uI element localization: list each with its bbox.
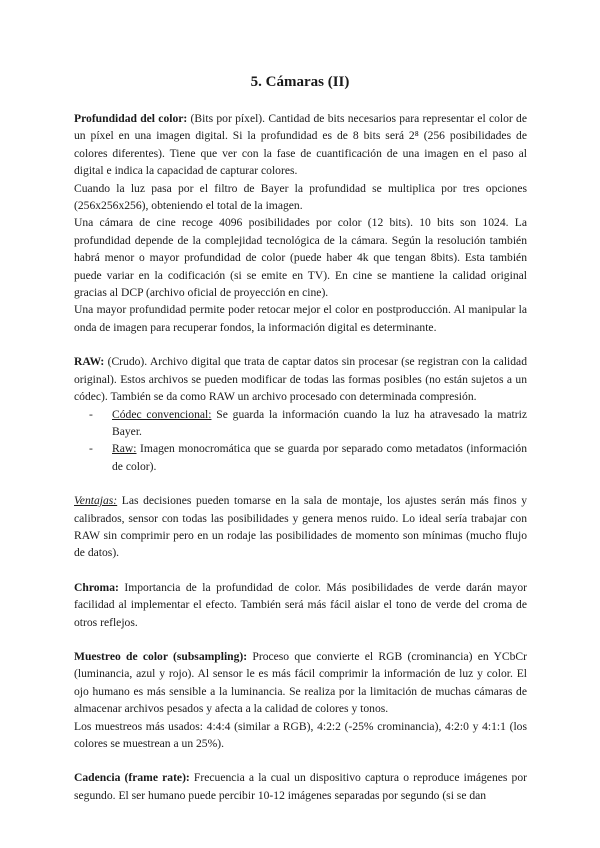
spacer bbox=[74, 752, 527, 769]
paragraph-postproduccion: Una mayor profundidad permite poder retocar mejor el color en postproducción. Al manipular la onda de imagen para recuperar fondos, la información digital es determinante. bbox=[74, 303, 527, 334]
paragraph-muestreos-usados: Los muestreos más usados: 4:4:4 (similar a RGB), 4:2:2 (-25% crominancia), 4:2:0 y 4:1:1 (los colores se muestrean a un 25%). bbox=[74, 719, 527, 750]
document-body bbox=[74, 110, 527, 804]
paragraph-camara-cine: Una cámara de cine recoge 4096 posibilidades por color (12 bits). 10 bits son 1024. La profundidad depende de la complejidad tecnológica de la cámara. Según la resolución también habrá menor o mayor profundidad de color (puede haber 4k que tengan 8bits). Esta también puede variar en la codificación (si se emite en TV). En cine se mantiene la calidad original gracias al DCP (archivo oficial de proyección en cine). bbox=[74, 216, 527, 300]
list-item-text: Se guarda la información cuando la luz ha atravesado la matriz Bayer. bbox=[112, 407, 527, 438]
paragraph-profundidad bbox=[74, 110, 527, 180]
cadencia-text: Frecuencia a la cual un dispositivo captura o reproduce imágenes por segundo. El ser humano puede percibir 10-12 imágenes separadas por segundo (si se dan bbox=[74, 771, 527, 802]
term-chroma: Chroma: bbox=[74, 580, 119, 594]
raw-text: (Crudo). Archivo digital que trata de captar datos sin procesar (se registran con la calidad original). Estos archivos se pueden modificar de todas las formas posibles (no están sujetos a un códec). También se da como RAW un archivo procesado con determinada compresión. bbox=[74, 355, 527, 404]
term-muestreo: Muestreo de color (subsampling): bbox=[74, 649, 248, 663]
term-profundidad: Profundidad del color: bbox=[74, 112, 188, 125]
ventajas-text: Las decisiones pueden tomarse en la sala de montaje, los ajustes serán más finos y calibrados, sensor con todas las posibilidades y genera menos ruido. Lo ideal sería trabajar con RAW sin comprimir pero en un rodaje las posibilidades de momento son mínimas (mucho flujo de datos). bbox=[74, 494, 527, 560]
profundidad-text-1: (Bits por píxel). Cantidad de bits necesarios para representar el color de un píxel en una imagen digital. Si la profundidad es de 8 bits será 2⁸ (256 posibilidades de colores diferentes). Tiene que ver con la fase de cuantificación de una imagen en el paso al digital e indica la capacidad de capturar colores. bbox=[74, 112, 527, 178]
raw-list bbox=[74, 406, 527, 476]
spacer bbox=[74, 562, 527, 579]
list-item bbox=[112, 406, 527, 441]
paragraph-muestreo bbox=[74, 648, 527, 718]
term-raw: RAW: bbox=[74, 355, 105, 369]
spacer bbox=[74, 336, 527, 353]
paragraph-ventajas bbox=[74, 492, 527, 562]
paragraph-chroma bbox=[74, 579, 527, 631]
spacer bbox=[74, 475, 527, 492]
list-item-text: Imagen monocromática que se guarda por separado como metadatos (información de color). bbox=[112, 442, 527, 473]
spacer bbox=[74, 631, 527, 648]
ventajas-label: Ventajas: bbox=[74, 494, 118, 508]
muestreo-text: Proceso que convierte el RGB (crominancia) en YCbCr (luminancia, azul y rojo). Al sensor le es más fácil comprimir la información de luz y color. El ojo humano es más sensible a la luminancia. Se realiza por la limitación de muchas cámaras de almacenar archivos pesados y afecta a la calidad de colores y tonos. bbox=[74, 649, 527, 716]
list-item-label: Códec convencional: bbox=[112, 407, 212, 421]
paragraph-bayer: Cuando la luz pasa por el filtro de Bayer la profundidad se multiplica por tres opciones (256x256x256), obteniendo el total de la imagen. bbox=[74, 181, 527, 213]
term-cadencia: Cadencia (frame rate): bbox=[74, 771, 190, 785]
paragraph-cadencia bbox=[74, 769, 527, 804]
page-title: 5. Cámaras (II) bbox=[250, 74, 350, 90]
list-item bbox=[112, 440, 527, 475]
paragraph-raw bbox=[74, 353, 527, 405]
list-item-label: Raw: bbox=[112, 442, 137, 456]
chroma-text: Importancia de la profundidad de color. Más posibilidades de verde darán mayor facilidad al implementar el efecto. También será más fácil aislar el tono de verde del croma de otros reflejos. bbox=[74, 580, 527, 629]
